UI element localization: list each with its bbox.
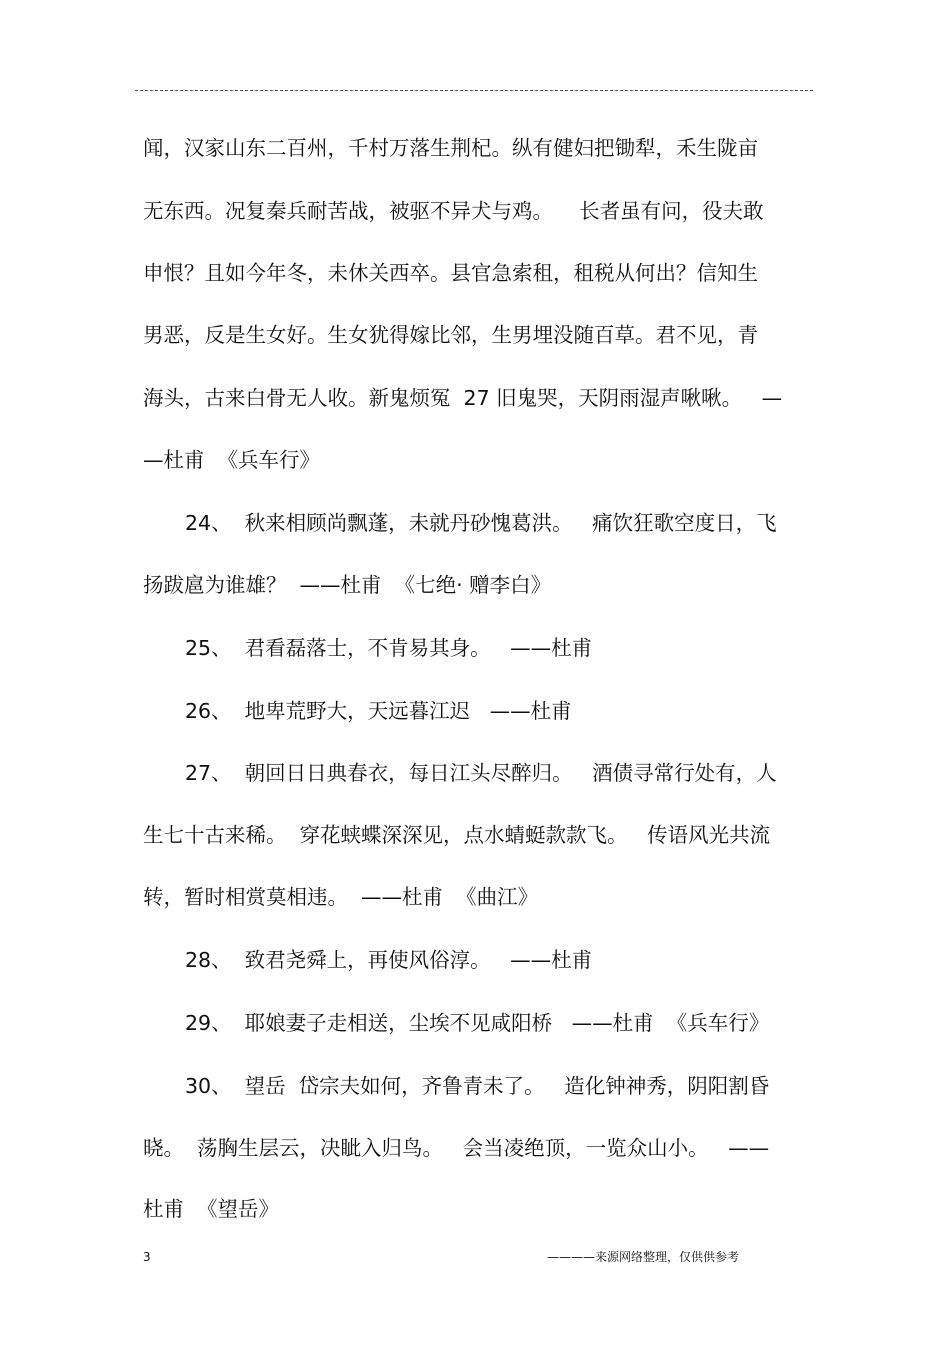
text-line: 26、 地卑荒野大，天远暮江迟 ——杜甫 <box>185 699 572 723</box>
text-line: 29、 耶娘妻子走相送，尘埃不见咸阳桥 ——杜甫 《兵车行》 <box>185 1011 770 1035</box>
text-line: 24、 秋来相顾尚飘蓬，未就丹砂愧葛洪。 痛饮狂歌空度日，飞 <box>185 511 777 535</box>
text-line: 男恶，反是生女好。生女犹得嫁比邻，生男埋没随百草。君不见，青 <box>143 323 758 347</box>
text-line: 申恨？且如今年冬，未休关西卒。县官急索租，租税从何出？信知生 <box>143 261 758 285</box>
header-divider <box>135 90 813 91</box>
text-line: 晓。 荡胸生层云，决眦入归鸟。 会当凌绝顶，一览众山小。 —— <box>143 1136 770 1160</box>
text-line: 生七十古来稀。 穿花蛱蝶深深见，点水蜻蜓款款飞。 传语风光共流 <box>143 823 771 847</box>
text-line: 转，暂时相赏莫相违。 ——杜甫 《曲江》 <box>143 885 539 909</box>
text-line: 闻，汉家山东二百州，千村万落生荆杞。纵有健妇把锄犁，禾生陇亩 <box>143 136 758 160</box>
text-line: 无东西。况复秦兵耐苦战，被驱不异犬与鸡。 长者虽有问，役夫敢 <box>143 199 764 223</box>
footer-note: ————来源网络整理，仅供供参考 <box>547 1250 740 1264</box>
text-line: 30、 望岳 岱宗夫如何，齐鲁青未了。 造化钟神秀，阴阳割昏 <box>185 1074 770 1098</box>
text-line: —杜甫 《兵车行》 <box>143 448 321 472</box>
text-line: 28、 致君尧舜上，再使风俗淳。 ——杜甫 <box>185 948 593 972</box>
text-line: 25、 君看磊落士，不肯易其身。 ——杜甫 <box>185 636 593 660</box>
text-line: 海头，古来白骨无人收。新鬼烦冤 27 旧鬼哭，天阴雨湿声啾啾。 — <box>143 386 783 410</box>
text-line: 扬跋扈为谁雄？ ——杜甫 《七绝· 赠李白》 <box>143 573 552 597</box>
text-line: 27、 朝回日日典春衣，每日江头尽醉归。 酒债寻常行处有，人 <box>185 761 777 785</box>
page-number: 3 <box>143 1250 151 1264</box>
text-line: 杜甫 《望岳》 <box>143 1197 280 1221</box>
